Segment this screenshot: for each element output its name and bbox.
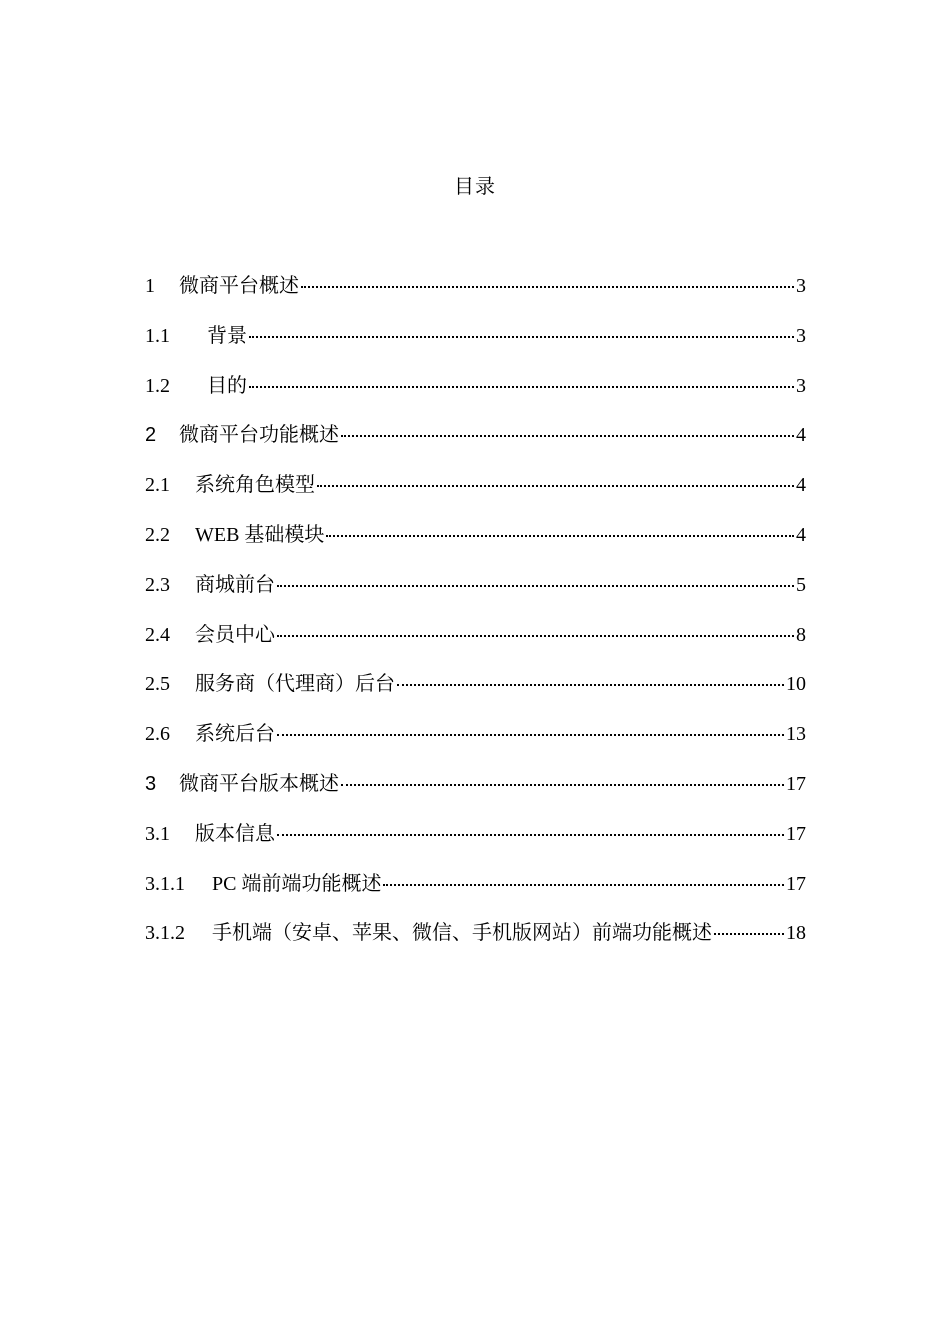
- toc-entry[interactable]: [145, 467, 806, 517]
- toc-entry-page: 4: [796, 523, 806, 546]
- toc-entry-title: 背景: [207, 324, 247, 347]
- toc-entry-number: 2.1: [145, 474, 170, 497]
- toc-entry[interactable]: [145, 368, 806, 418]
- toc-entry[interactable]: [145, 816, 806, 866]
- toc-entry-number: 3.1.2: [145, 922, 185, 945]
- toc-entry-title: WEB 基础模块: [195, 523, 325, 546]
- toc-entry[interactable]: [145, 417, 806, 467]
- toc-entry-title: 手机端（安卓、苹果、微信、手机版网站）前端功能概述: [212, 922, 712, 945]
- toc-entry-page: 17: [786, 772, 806, 795]
- toc-entry-page: 4: [796, 474, 806, 497]
- dot-leader: [317, 485, 794, 487]
- toc-entry-number: 1: [145, 275, 155, 297]
- toc-entry-page: 8: [796, 623, 806, 646]
- toc-entry-title: 会员中心: [195, 623, 275, 646]
- toc-entry-page: 5: [796, 573, 806, 596]
- toc-entry-title: 目的: [207, 374, 247, 397]
- toc-entry-number: 2.4: [145, 623, 170, 646]
- dot-leader: [249, 386, 794, 388]
- toc-entry-title: 系统角色模型: [195, 474, 315, 497]
- toc-entry[interactable]: [145, 318, 806, 368]
- toc-entry-page: 3: [796, 324, 806, 347]
- dot-leader: [341, 784, 784, 786]
- toc-entry-title: 服务商（代理商）后台: [195, 673, 395, 696]
- toc-entry[interactable]: [145, 766, 806, 816]
- toc-list: [145, 268, 806, 965]
- dot-leader: [277, 734, 784, 736]
- dot-leader: [397, 684, 784, 686]
- toc-entry-number: 2.6: [145, 723, 170, 746]
- toc-entry-number: 2.2: [145, 523, 170, 546]
- dot-leader: [277, 834, 784, 836]
- toc-entry-number: 3.1: [145, 822, 170, 845]
- toc-entry-title: 版本信息: [195, 822, 275, 845]
- toc-entry-title: 微商平台概述: [179, 275, 299, 297]
- toc-entry-page: 4: [796, 424, 806, 447]
- toc-entry-number: 2: [145, 424, 157, 447]
- dot-leader: [714, 933, 784, 935]
- toc-entry-title: PC 端前端功能概述: [212, 872, 382, 895]
- toc-entry[interactable]: [145, 268, 806, 318]
- toc-entry-title: 商城前台: [195, 573, 275, 596]
- toc-entry[interactable]: [145, 666, 806, 716]
- dot-leader: [301, 286, 794, 288]
- toc-entry-title: 微商平台版本概述: [179, 772, 339, 795]
- toc-entry[interactable]: [145, 567, 806, 617]
- toc-entry[interactable]: [145, 517, 806, 567]
- toc-entry-page: 18: [786, 922, 806, 945]
- toc-entry-number: 2.3: [145, 573, 170, 596]
- dot-leader: [277, 585, 794, 587]
- toc-entry[interactable]: [145, 617, 806, 667]
- toc-title: 目录: [454, 176, 496, 198]
- toc-entry-page: 10: [786, 673, 806, 696]
- toc-entry-number: 2.5: [145, 673, 170, 696]
- toc-entry-number: 3.1.1: [145, 872, 185, 895]
- toc-entry-title: 微商平台功能概述: [179, 424, 339, 447]
- dot-leader: [383, 884, 784, 886]
- toc-entry-number: 3: [145, 772, 157, 795]
- toc-entry-title: 系统后台: [195, 723, 275, 746]
- toc-entry-page: 3: [796, 374, 806, 397]
- toc-entry-page: 13: [786, 723, 806, 746]
- dot-leader: [249, 336, 794, 338]
- toc-entry-number: 1.2: [145, 374, 170, 397]
- dot-leader: [277, 635, 794, 637]
- toc-entry-number: 1.1: [145, 324, 170, 347]
- toc-entry[interactable]: [145, 915, 806, 965]
- toc-entry[interactable]: [145, 866, 806, 916]
- dot-leader: [341, 435, 794, 437]
- toc-entry[interactable]: [145, 716, 806, 766]
- dot-leader: [326, 535, 794, 537]
- toc-entry-page: 17: [786, 872, 806, 895]
- toc-entry-page: 3: [796, 275, 806, 297]
- toc-entry-page: 17: [786, 822, 806, 845]
